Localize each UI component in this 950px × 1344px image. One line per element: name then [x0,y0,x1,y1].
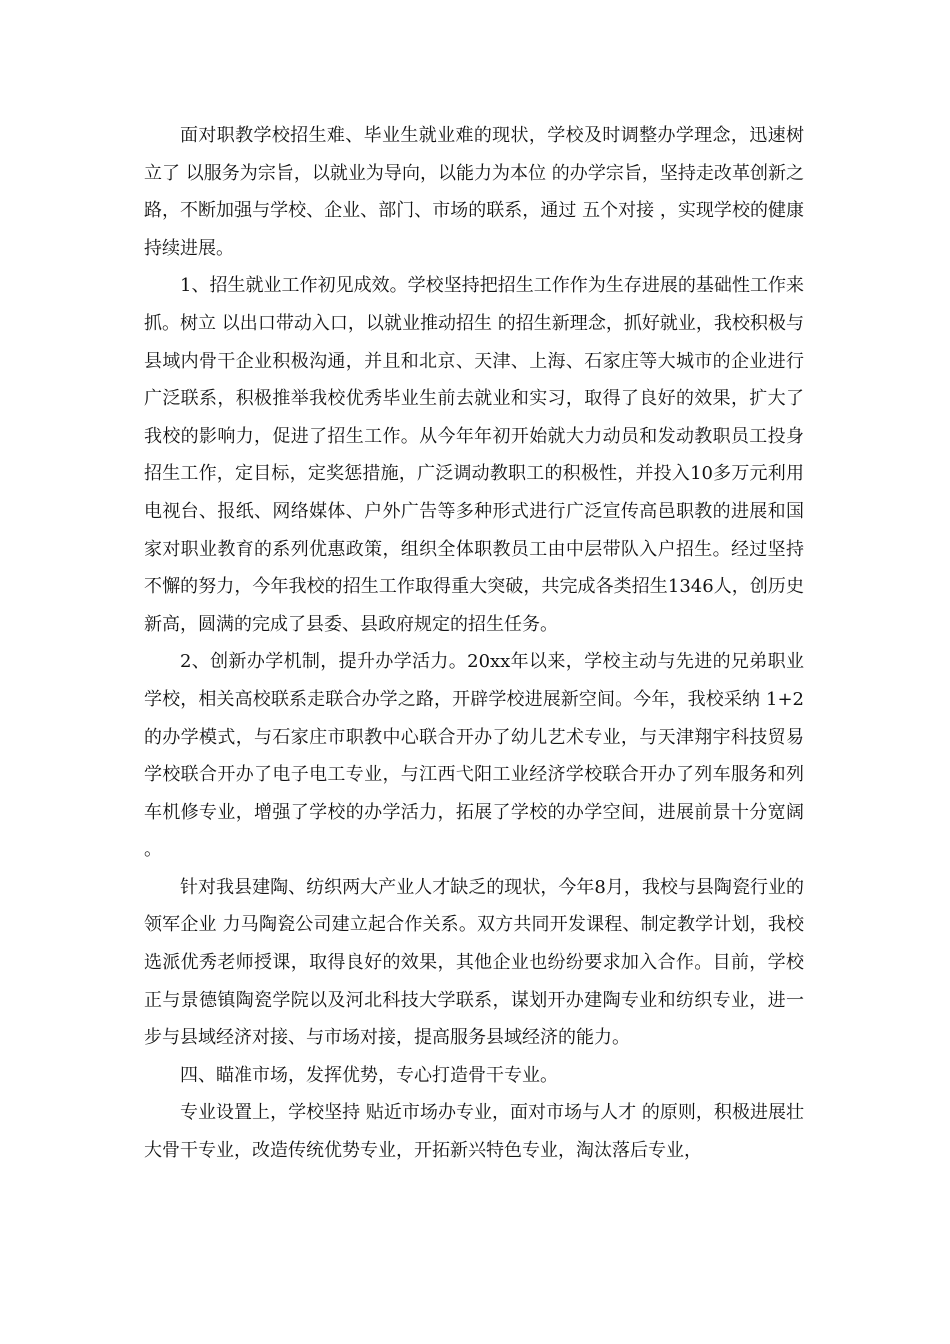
paragraph-joint-schooling: 2、创新办学机制，提升办学活力。20xx年以来，学校主动与先进的兄弟职业学校，相关高校联系走联合办学之路，开辟学校进展新空间。今年，我校采纳 1+2 的办学模式，与石家庄市职教中心联合开办了幼儿艺术专业，与天津翔宇科技贸易学校联合开办了电子电工专业，与江西弋阳工业经济学校联合开办了列车服务和列车机修专业，增强了学校的办学活力，拓展了学校的办学空间，进展前景十分宽阔。 [144,651,804,861]
paragraph-enrollment: 1、招生就业工作初见成效。学校坚持把招生工作作为生存进展的基础性工作来抓。树立 以出口带动入口，以就业推动招生 的招生新理念，抓好就业，我校积极与县域内骨干企业积极沟通，并且和北京、天津、上海、石家庄等大城市的企业进行广泛联系，积极推举我校优秀毕业生前去就业和实习，取得了良好的效果，扩大了我校的影响力，促进了招生工作。从今年年初开始就大力动员和发动教职员工投身招生工作，定目标，定奖惩措施，广泛调动教职工的积极性，并投入10多万元利用电视台、报纸、网络媒体、户外广告等多种形式进行广泛宣传高邑职教的进展和国家对职业教育的系列优惠政策，组织全体职教员工由中层带队入户招生。经过坚持不懈的努力，今年我校的招生工作取得重大突破，共完成各类招生1346人，创历史新高，圆满的完成了县委、县政府规定的招生任务。 [144,275,804,635]
paragraph-intro: 面对职教学校招生难、毕业生就业难的现状，学校及时调整办学理念，迅速树立了 以服务为宗旨，以就业为导向，以能力为本位 的办学宗旨，坚持走改革创新之路，不断加强与学校、企业、部门、市场的联系，通过 五个对接 ，实现学校的健康持续进展。 [144,125,804,259]
paragraph-specialty-setup: 专业设置上，学校坚持 贴近市场办专业，面对市场与人才 的原则，积极进展壮大骨干专业，改造传统优势专业，开拓新兴特色专业，淘汰落后专业， [144,1102,804,1162]
paragraph-ceramics-cooperation: 针对我县建陶、纺织两大产业人才缺乏的现状，今年8月，我校与县陶瓷行业的领军企业 力马陶瓷公司建立起合作关系。双方共同开发课程、制定教学计划，我校选派优秀老师授课，取得良好的效果，其他企业也纷纷要求加入合作。目前，学校正与景德镇陶瓷学院以及河北科技大学联系，谋划开办建陶专业和纺织专业，进一步与县域经济对接、与市场对接，提高服务县域经济的能力。 [144,876,804,1049]
section-heading-four: 四、瞄准市场，发挥优势，专心打造骨干专业。 [180,1064,558,1086]
document-page [144,117,804,1170]
